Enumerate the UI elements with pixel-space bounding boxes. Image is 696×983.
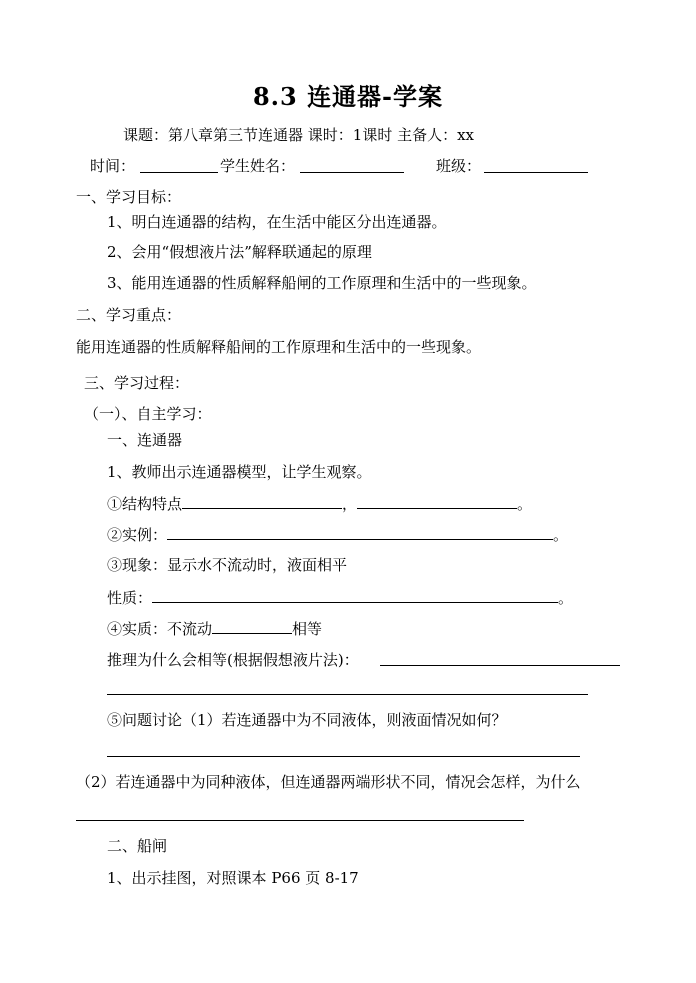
item-wall-chart: 1、出示挂图，对照课本 P66 页 8-17 xyxy=(107,869,359,887)
question-essence-label: ④实质：不流动 xyxy=(107,620,213,638)
question-discussion-1: ⑤问题讨论（1）若连通器中为不同液体，则液面情况如何？ xyxy=(107,711,507,729)
student-name-label: 学生姓名： xyxy=(220,157,296,175)
subsection-self-study: （一）、自主学习： xyxy=(84,405,212,423)
question-property-end: 。 xyxy=(558,589,574,607)
reasoning-blank-1[interactable] xyxy=(380,665,620,666)
property-blank[interactable] xyxy=(152,587,558,603)
question-property xyxy=(107,587,573,608)
question-discussion-2: （2）若连通器中为同种液体，但连通器两端形状不同，情况会怎样，为什么 xyxy=(76,773,581,791)
time-blank[interactable] xyxy=(140,172,218,173)
question-essence-end: 相等 xyxy=(292,620,323,638)
question-essence xyxy=(107,618,322,639)
structure-blank-2[interactable] xyxy=(357,493,517,509)
time-label: 时间： xyxy=(90,157,136,175)
student-name-blank[interactable] xyxy=(300,172,404,173)
question-structure-end: 。 xyxy=(517,495,533,513)
question-examples-end: 。 xyxy=(553,526,569,544)
examples-blank[interactable] xyxy=(167,524,553,540)
question-structure xyxy=(107,493,532,514)
part-heading-connector: 一、连通器 xyxy=(107,431,183,449)
goal-item: 2、会用“假想液片法”解释联通起的原理 xyxy=(107,243,372,261)
question-examples-label: ②实例： xyxy=(107,526,168,544)
question-structure-label: ①结构特点 xyxy=(107,495,183,513)
question-property-label: 性质： xyxy=(107,589,153,607)
key-point-text: 能用连通器的性质解释船闸的工作原理和生活中的一些现象。 xyxy=(76,338,482,356)
section-heading-goals: 一、学习目标： xyxy=(76,188,182,206)
document-title: 8.3 连通器-学案 xyxy=(252,82,444,111)
question-phenomenon: ③现象：显示水不流动时，液面相平 xyxy=(107,556,348,574)
meta-line: 课题：第八章第三节连通器 课时：1课时 主备人：xx xyxy=(123,126,475,144)
reasoning-blank-2[interactable] xyxy=(107,694,588,695)
part-heading-ship-lock: 二、船闸 xyxy=(107,837,168,855)
class-label: 班级： xyxy=(436,157,482,175)
question-structure-comma: ， xyxy=(342,495,358,513)
item-model-observe: 1、教师出示连通器模型，让学生观察。 xyxy=(107,463,372,481)
question-examples xyxy=(107,524,568,545)
essence-blank[interactable] xyxy=(212,618,292,634)
question-reasoning: 推理为什么会相等(根据假想液片法)： xyxy=(107,651,359,669)
structure-blank-1[interactable] xyxy=(182,493,342,509)
discussion-2-blank[interactable] xyxy=(76,820,524,821)
class-blank[interactable] xyxy=(484,172,588,173)
discussion-1-blank[interactable] xyxy=(107,756,580,757)
goal-item: 3、能用连通器的性质解释船闸的工作原理和生活中的一些现象。 xyxy=(107,274,537,292)
goal-item: 1、明白连通器的结构，在生活中能区分出连通器。 xyxy=(107,213,447,231)
section-heading-key-points: 二、学习重点： xyxy=(76,306,182,324)
section-heading-process: 三、学习过程： xyxy=(84,374,190,392)
